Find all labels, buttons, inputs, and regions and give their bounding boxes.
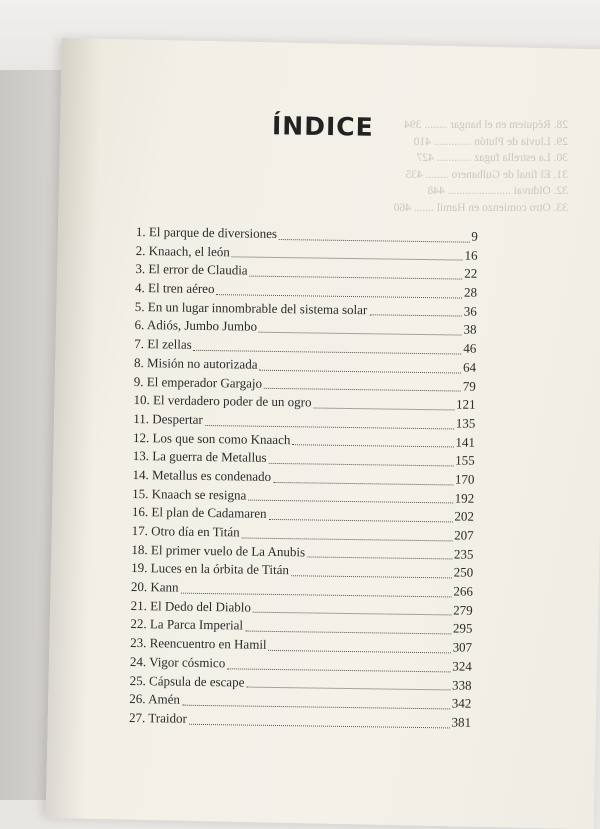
- toc-entry-page: 36: [463, 303, 477, 319]
- toc-entry-title: 4. El tren aéreo: [135, 280, 215, 297]
- toc-leader-dots: [279, 235, 469, 243]
- toc-entry-title: 16. El plan de Cadamaren: [131, 504, 267, 522]
- toc-entry-page: 250: [453, 564, 474, 581]
- toc-entry-page: 338: [451, 676, 472, 693]
- toc-leader-dots: [232, 253, 463, 261]
- toc-entry-page: 155: [455, 452, 475, 469]
- toc-entry-title: 2. Knaach, el león: [135, 242, 230, 259]
- toc-leader-dots: [242, 533, 453, 541]
- toc-entry-title: 25. Cápsula de escape: [129, 672, 245, 690]
- toc-entry-title: 17. Otro día en Titán: [131, 522, 240, 540]
- toc-entry-page: 22: [464, 265, 478, 282]
- toc-entry-title: 14. Metallus es condenado: [132, 466, 272, 484]
- toc-entry-page: 295: [452, 620, 473, 637]
- toc-entry-title: 26. Amén: [129, 691, 181, 707]
- toc-leader-dots: [264, 384, 461, 392]
- toc-entry-title: 12. Los que son como Knaach: [132, 429, 291, 447]
- toc-entry-page: 207: [454, 527, 474, 543]
- toc-leader-dots: [269, 646, 451, 654]
- toc-entry-page: 342: [451, 695, 472, 711]
- toc-leader-dots: [250, 272, 463, 280]
- toc-leader-dots: [189, 719, 450, 728]
- show-through-text: [393, 117, 568, 216]
- toc-entry-title: 18. El primer vuelo de La Anubis: [131, 541, 306, 560]
- show-through-line: 28. Réquiem en el hangar ........ 394: [404, 119, 568, 131]
- show-through-line: 31. El final de Gulbanero ........ 435: [405, 168, 568, 181]
- toc-entry-page: 46: [463, 340, 477, 356]
- toc-leader-dots: [291, 571, 452, 578]
- toc-leader-dots: [292, 440, 453, 447]
- toc-entry-page: 121: [455, 396, 476, 412]
- toc-entry-title: 8. Misión no autorizada: [133, 354, 258, 372]
- toc-entry-page: 381: [451, 714, 472, 730]
- toc-entry-page: 16: [464, 247, 478, 263]
- toc-entry-title: 10. El verdadero poder de un ogro: [133, 392, 312, 410]
- toc-entry-title: 11. Despertar: [133, 410, 203, 427]
- table-of-contents: [129, 224, 478, 733]
- toc-leader-dots: [259, 328, 462, 336]
- toc-entry-title: 24. Vigor cósmico: [129, 653, 226, 671]
- page-title: ÍNDICE: [271, 111, 374, 142]
- toc-leader-dots: [181, 588, 452, 597]
- toc-leader-dots: [227, 664, 450, 672]
- toc-entry-title: 1. El parque de diversiones: [135, 224, 278, 241]
- toc-leader-dots: [205, 421, 454, 429]
- toc-leader-dots: [313, 403, 454, 410]
- toc-leader-dots: [269, 515, 453, 523]
- show-through-line: 29. Lluvia de Plutón ............. 410: [413, 135, 568, 148]
- toc-entry-page: 192: [454, 490, 475, 506]
- toc-leader-dots: [369, 311, 462, 317]
- toc-entry-page: 235: [453, 546, 474, 562]
- toc-entry-title: 6. Adiós, Jumbo Jumbo: [134, 317, 258, 335]
- toc-entry-title: 21. El Dedo del Diablo: [130, 597, 252, 615]
- toc-entry-title: 19. Luces en la órbita de Titán: [131, 560, 290, 578]
- toc-leader-dots: [216, 290, 462, 298]
- toc-leader-dots: [259, 365, 461, 373]
- toc-leader-dots: [307, 553, 452, 560]
- toc-leader-dots: [194, 346, 462, 355]
- show-through-line: 32. Olduvai ...................... 448: [427, 185, 568, 197]
- toc-entry-title: 5. En un lugar innombrable del sistema solar: [134, 298, 368, 317]
- toc-entry-title: 3. El error de Claudia: [135, 261, 248, 278]
- toc-entry-title: 13. La guerra de Metallus: [132, 448, 267, 466]
- toc-entry-page: 135: [455, 415, 476, 431]
- toc-entry-page: 64: [462, 359, 477, 375]
- toc-leader-dots: [182, 701, 450, 710]
- show-through-line: 30. La estrella fugaz ............ 427: [416, 152, 568, 164]
- toc-entry-title: 7. El zellas: [134, 336, 192, 352]
- toc-entry-title: 9. El emperador Gargajo: [133, 373, 263, 391]
- toc-entry-title: 27. Traidor: [129, 709, 188, 726]
- toc-entry-page: 307: [452, 639, 473, 655]
- toc-entry-page: 170: [454, 471, 475, 487]
- toc-leader-dots: [248, 496, 452, 504]
- toc-entry-page: 266: [453, 583, 474, 599]
- toc-leader-dots: [253, 608, 451, 616]
- toc-entry-page: 38: [463, 322, 477, 338]
- toc-entry-title: 20. Kann: [130, 579, 179, 595]
- toc-entry-page: 279: [453, 602, 473, 618]
- toc-entry-page: 9: [471, 228, 478, 244]
- toc-leader-dots: [273, 478, 453, 486]
- show-through-line: 33. Otro comienzo en Hamil ....... 460: [393, 201, 568, 214]
- toc-leader-dots: [246, 683, 450, 691]
- toc-entry-title: 22. La Parca Imperial: [130, 616, 244, 633]
- toc-entry-page: 79: [462, 378, 476, 394]
- toc-entry-title: 15. Knaach se resigna: [132, 485, 247, 503]
- toc-leader-dots: [269, 459, 454, 467]
- toc-entry-page: 28: [463, 284, 478, 300]
- toc-entry-page: 324: [452, 658, 472, 674]
- toc-leader-dots: [245, 627, 451, 635]
- toc-entry-page: 141: [455, 434, 476, 450]
- toc-entry-page: 202: [454, 508, 475, 525]
- toc-entry-title: 23. Reencuentro en Hamil: [130, 635, 267, 652]
